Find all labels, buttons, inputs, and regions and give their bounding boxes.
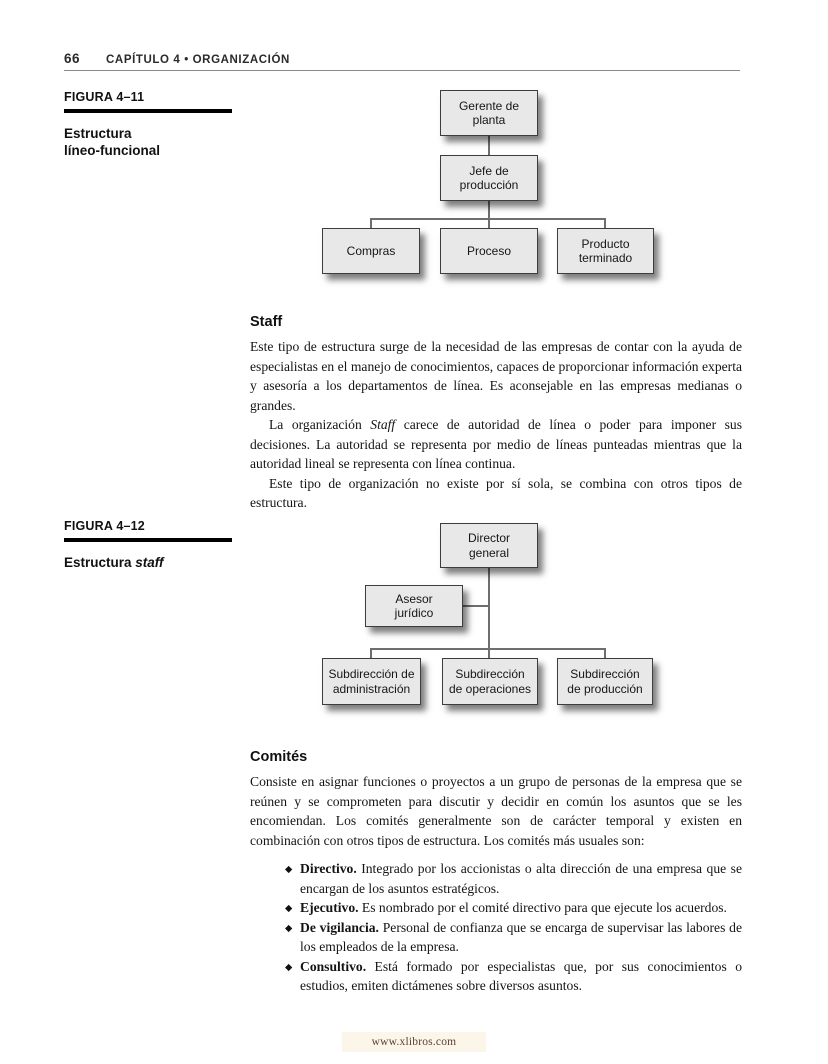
- page-number: 66: [64, 51, 81, 66]
- diamond-bullet-icon: ◆: [285, 903, 293, 914]
- figure-number: FIGURA 4–12: [64, 519, 145, 533]
- bullet-text: Está formado por especialistas que, por sus conocimientos o estudios, emiten dictámenes sobre diversos asuntos.: [300, 958, 742, 993]
- org-node-compras: [322, 228, 420, 274]
- org-node-label: Producto terminado: [578, 236, 633, 265]
- figure-label-rule: [64, 109, 232, 113]
- org-node-label: Compras: [346, 243, 396, 258]
- paragraph: La organización Staff carece de autoridad de línea o poder para imponer sus decisiones. La autoridad se representa por medio de líneas punteadas mientras que la autoridad lineal se representa con línea continua.: [250, 417, 742, 471]
- org-node-label: Subdirección de administración: [328, 667, 415, 696]
- org-node-gerente-de-planta: [440, 90, 538, 136]
- org-node-label: Gerente de planta: [458, 98, 520, 127]
- org-node-producto-terminado: [557, 228, 654, 274]
- connector-line: [370, 648, 606, 650]
- org-node-label: Jefe de producción: [459, 163, 519, 192]
- bullet-term: Ejecutivo.: [300, 900, 359, 915]
- bullet-text: Personal de confianza que se encarga de supervisar las labores de los empleados de la empresa.: [300, 919, 742, 954]
- staff-section: [250, 314, 742, 513]
- connector-line: [488, 136, 490, 156]
- connector-line: [370, 218, 606, 220]
- chapter-title: CAPÍTULO 4 • ORGANIZACIÓN: [106, 54, 290, 66]
- org-node-label: Subdirección de operaciones: [448, 667, 532, 696]
- connector-line: [370, 218, 372, 228]
- org-node-subdireccion-produccion: [557, 658, 653, 705]
- diamond-bullet-icon: ◆: [285, 922, 293, 934]
- org-node-jefe-de-produccion: [440, 155, 538, 201]
- section-heading-comites: Comités: [250, 749, 308, 765]
- list-item-directivo: [285, 859, 742, 898]
- org-node-subdireccion-administracion: [322, 658, 421, 705]
- connector-line: [488, 568, 490, 658]
- connector-line: [488, 201, 490, 228]
- comites-bullet-list: [250, 859, 742, 996]
- list-item-ejecutivo: [285, 898, 742, 918]
- running-head: [64, 50, 740, 68]
- connector-line: [463, 605, 488, 607]
- bullet-term: De vigilancia.: [300, 919, 379, 935]
- figure-4-12-label: [64, 519, 239, 571]
- figure-caption: Estructura staff: [64, 555, 164, 570]
- diamond-bullet-icon: ◆: [285, 864, 293, 875]
- connector-line: [604, 648, 606, 658]
- org-node-label: Asesor jurídico: [394, 591, 434, 620]
- org-node-director-general: [440, 523, 538, 568]
- org-node-proceso: [440, 228, 538, 274]
- figure-number: FIGURA 4–11: [64, 90, 145, 104]
- page-footer: [0, 1032, 828, 1052]
- section-heading-staff: Staff: [250, 314, 283, 330]
- connector-line: [370, 648, 372, 658]
- connector-line: [604, 218, 606, 228]
- bullet-term: Consultivo.: [300, 958, 367, 974]
- bullet-text: Es nombrado por el comité directivo para que ejecute los acuerdos.: [358, 900, 727, 915]
- paragraph: Este tipo de estructura surge de la necesidad de las empresas de contar con la ayuda de especialistas en el manejo de conocimientos, capaces de proporcionar información experta y asesoría a los departamentos de línea. Es aconsejable en las empresas medianas o grandes.: [250, 339, 742, 413]
- org-chart-lineo-funcional: [322, 88, 658, 280]
- org-node-subdireccion-operaciones: [442, 658, 538, 705]
- figure-caption-line1: Estructura: [64, 126, 132, 141]
- comites-section: [250, 749, 742, 996]
- paragraph: Consiste en asignar funciones o proyectos a un grupo de personas de la empresa que se reúnen y se comprometen para discutir y decidir en común los asuntos que se les encomiendan. Los comités generalmente son de carácter temporal y existen en combinación con otros tipos de estructura. Los comités más usuales son:: [250, 774, 742, 848]
- figure-4-11-label: [64, 90, 239, 159]
- org-node-asesor-juridico: [365, 585, 463, 627]
- bullet-text: Integrado por los accionistas o alta dirección de una empresa que se encargan de los asuntos estratégicos.: [300, 861, 742, 896]
- footer-link[interactable]: www.xlibros.com: [342, 1032, 487, 1052]
- org-chart-staff: [322, 521, 658, 707]
- list-item-consultivo: [285, 957, 742, 996]
- org-node-label: Director general: [467, 531, 510, 560]
- bullet-term: Directivo.: [300, 861, 357, 876]
- header-rule: [64, 70, 740, 71]
- figure-caption: [64, 125, 239, 159]
- figure-label-rule: [64, 538, 232, 542]
- org-node-label: Proceso: [466, 243, 512, 258]
- figure-caption-line2: líneo-funcional: [64, 143, 160, 158]
- org-node-label: Subdirección de producción: [567, 667, 643, 696]
- diamond-bullet-icon: ◆: [285, 961, 293, 973]
- list-item-de-vigilancia: [285, 918, 742, 957]
- paragraph: Este tipo de organización no existe por sí sola, se combina con otros tipos de estructura.: [250, 475, 742, 510]
